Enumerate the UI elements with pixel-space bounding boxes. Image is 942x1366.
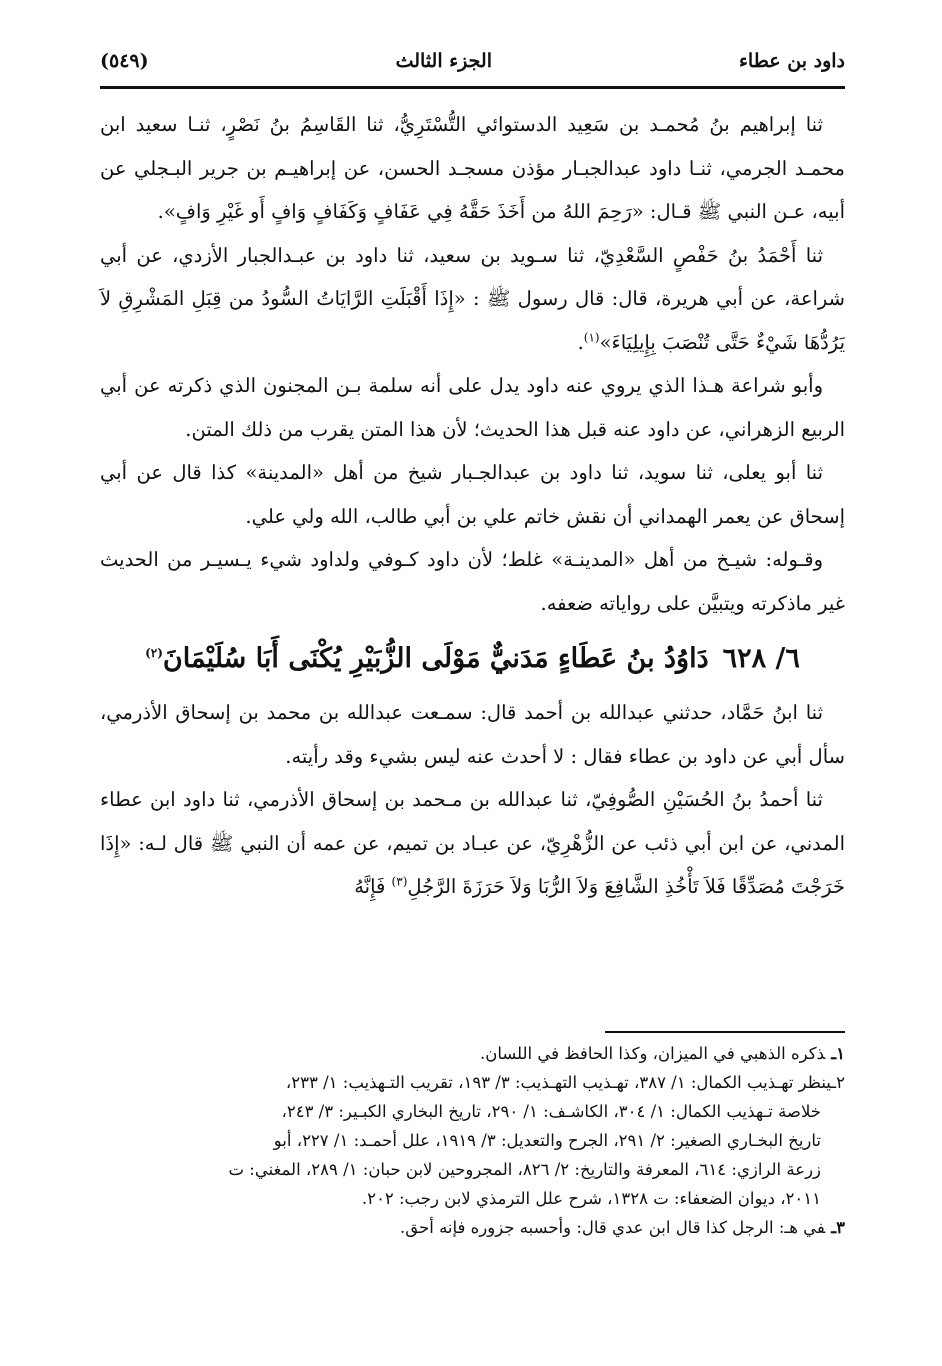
paragraph-5: وقـوله: شيـخ من أهل «المدينـة» غلط؛ لأن داود كـوفي ولداود شيء يـسيـر من الحديث غير ماذكرته ويتبيَّن على رواياته ضعفه.	[100, 548, 845, 615]
paragraph-2	[100, 234, 845, 365]
paragraph-6: ثنا ابنُ حَمَّاد، حدثني عبدالله بن أحمد قال: سمـعت عبدالله بن محمد بن إسحاق الأذرمي، سأل أبي عن داود بن عطاء فقال : لا أحدث عنه ليس بشيء وقد رأيته.	[100, 701, 845, 768]
footnote-1-label: ١ـ	[831, 1044, 845, 1063]
footnote-2-line: تاريخ البخـاري الصغير: ٢/ ٢٩١، الجرح والتعديل: ٣/ ١٩١٩، علل أحمـد: ١/ ٢٢٧، أبو	[273, 1131, 821, 1150]
footnote-ref-3: (٣)	[391, 874, 408, 889]
header-page-number: (٥٤٩)	[100, 50, 149, 72]
paragraph-7	[100, 778, 845, 909]
paragraph-4: ثنا أبو يعلى، ثنا سويد، ثنا داود بن عبدالجـبار شيخ من أهل «المدينة» كذا قال عن أبي إسحاق عن يعمر الهمداني أن نقش خاتم علي بن أبي طالب، الله ولي علي.	[100, 461, 845, 528]
running-header	[100, 36, 845, 89]
footnote-3-text: في هـ: الرجل كذا قال ابن عدي قال: وأحسبه جزوره فإنه أحق.	[400, 1218, 826, 1237]
paragraph-2-text: ثنا أَحْمَدُ بنُ حَفْصٍ السَّعْدِيّ، ثنا سـويد بن سعيد، ثنا داود بن عبـدالجبار الأزدي، عن أبي شراعة، عن أبي هريرة، قال: قال رسول ﷺ : «إِذَا أَقْبَلَتِ الرَّايَاتُ السُّودُ من قِبَلِ المَشْرِقِ لاَ يَرُدُّهَا شَيْءٌ حَتَّى تُنْصَبَ بِإِيلِيَاءَ»	[100, 243, 845, 354]
footnote-3-label: ٣ـ	[831, 1218, 845, 1237]
footnote-ref-2: (٢)	[145, 646, 163, 660]
footnote-ref-1: (١)	[583, 330, 600, 344]
paragraph-3: وأبو شراعة هـذا الذي يروي عنه داود يدل على أنه سلمة بـن المجنون الذي ذكرته عن أبي الربيع الزهراني، عن داود عنه قبل هذا الحديث؛ لأن هذا المتن يقرب من ذلك المتن.	[100, 374, 845, 441]
footnote-2-text: ينظر تهـذيب الكمال: ١/ ٣٨٧، تهـذيب التهـذيب: ٣/ ١٩٣، تقريب التـهذيب: ١/ ٢٣٣،	[285, 1073, 832, 1092]
main-text	[100, 103, 845, 909]
page	[100, 36, 845, 1346]
entry-title: دَاوُدُ بنُ عَطَاءٍ مَدَنيٌّ مَوْلَى الزُّبَيْرِ يُكْنَى أَبَا سُلَيْمَانَ	[162, 643, 709, 674]
paragraph-2-end: .	[577, 330, 584, 354]
footnote-2-line: ٢٠١١، ديوان الضعفاء: ت ١٣٢٨، شرح علل الترمذي لابن رجب: ٢٠٢.	[361, 1189, 821, 1208]
footnote-1-text: ذكره الذهبي في الميزان، وكذا الحافظ في اللسان.	[479, 1044, 826, 1063]
paragraph-1: ثنا إبراهيم بنُ مُحمـد بن سَعِيد الدستوائي التُّسْتَرِيُّ، ثنا القَاسِمُ بنُ نَصْرٍ، ثنـا سعيد ابن محمـد الجرمي، ثنـا داود عبدالجبـار مؤذن مسجـد الحسن، عن إبراهيـم بن جرير البـجلي عن أبيه، عـن النبي ﷺ قـال: «رَحِمَ اللهُ من أَخَذَ حَقَّهُ فِي عَفَافٍ وَكَفَافٍ وَافٍ أَو غَيْرِ وَافٍ».	[100, 113, 845, 223]
footnotes	[100, 1031, 845, 1242]
footnote-2-line	[100, 1068, 845, 1097]
footnote-divider	[605, 1031, 845, 1033]
footnote-2-line: زرعة الرازي: ٦١٤، المعرفة والتاريخ: ٢/ ٨٢٦، المجروحين لابن حبان: ١/ ٢٨٩، المغني: ت	[228, 1160, 821, 1179]
header-volume: الجزء الثالث	[395, 50, 492, 72]
footnote-2	[100, 1068, 845, 1213]
entry-heading	[100, 629, 845, 689]
footnote-2-line: خلاصة تـهذيب الكمال: ١/ ٣٠٤، الكاشـف: ١/ ٢٩٠، تاريخ البخاري الكبـير: ٣/ ٢٤٣،	[281, 1102, 821, 1121]
footnote-2-label: ٢ـ	[831, 1073, 845, 1092]
paragraph-7-text: ثنا أحمدُ بنُ الحُسَيْنِ الصُّوفِيّ، ثنا عبدالله بن مـحمد بن إسحاق الأذرمي، ثنا داود ابن عطاء المدني، عن ابن أبي ذئب عن الزُّهْرِيّ، عن عبـاد بن تميم، عن عمه أن النبي ﷺ قال لـه: «إِذَا خَرَجْتَ مُصَدِّقًا فَلاَ تَأْخُذِ الشَّافِعَ وَلاَ الرُّبَا وَلاَ حَرَزَةَ الرَّجُلِ	[100, 788, 845, 898]
footnote-3	[100, 1213, 845, 1242]
header-entry-name: داود بن عطاء	[738, 50, 845, 72]
paragraph-7-end: فَإِنَّهُ	[354, 875, 392, 898]
entry-number: ٦/ ٦٢٨	[722, 643, 800, 674]
footnote-1	[100, 1039, 845, 1068]
